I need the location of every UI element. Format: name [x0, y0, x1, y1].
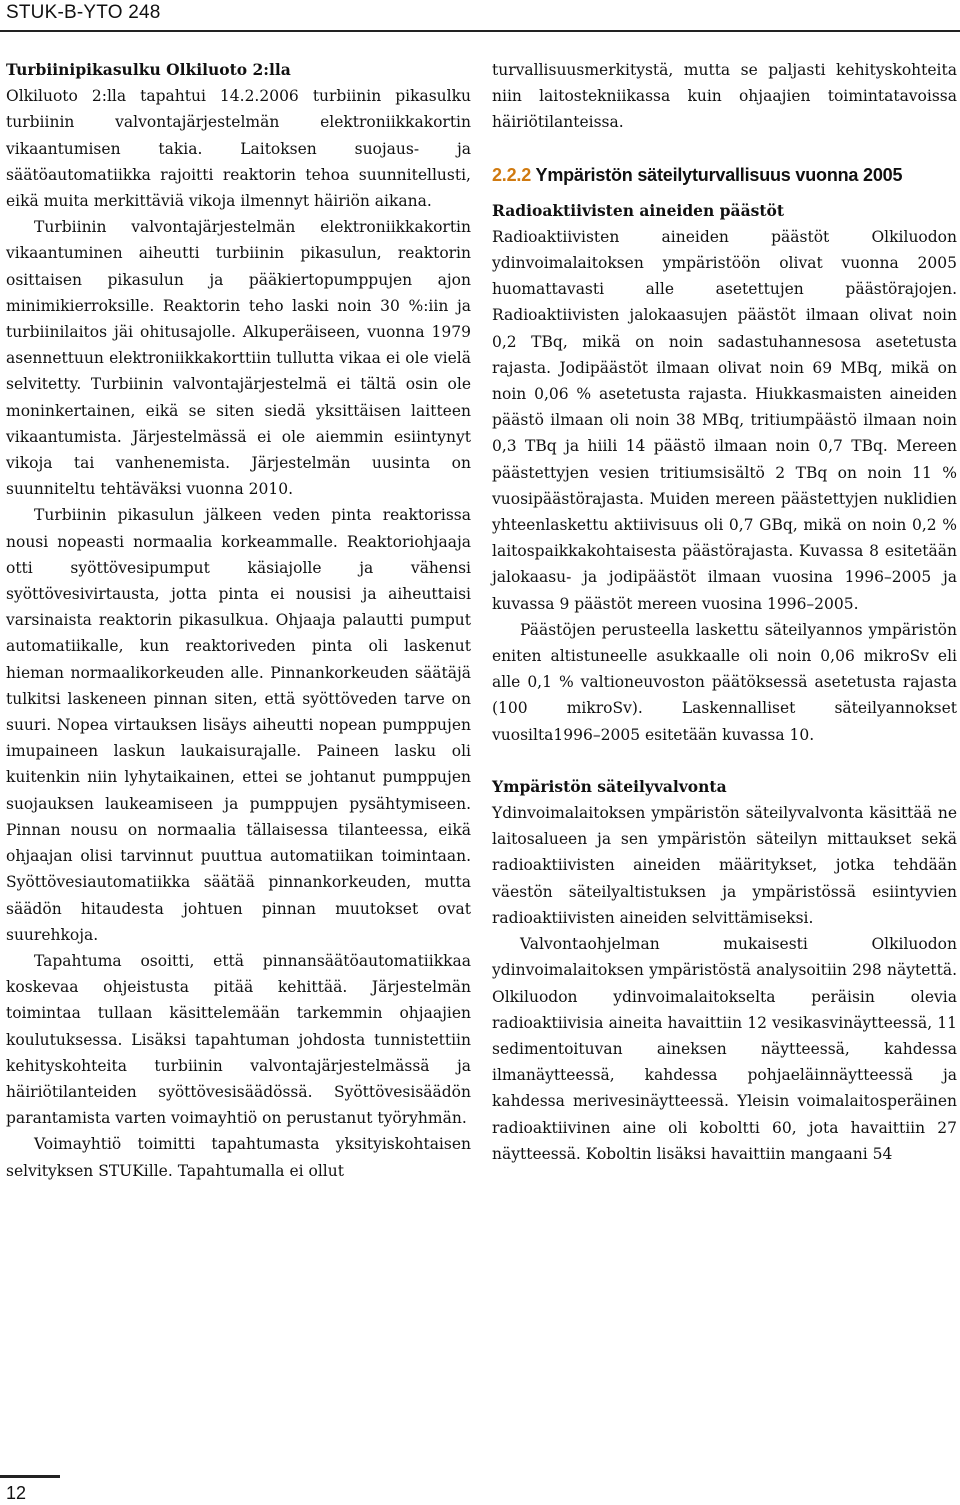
paragraph: Olkiluoto 2:lla tapahtui 14.2.2006 turbiinin pikasulku turbiinin valvontajärjestelmän elektroniikkakortin vikaantumisen takia. Laitoksen suojaus- ja säätöautomatiikka rajoitti reaktorin tehoa suunnitellusti, eikä muita merkittäviä vikoja ilmennyt häiriön aikana.	[6, 87, 471, 211]
header-rule	[0, 30, 960, 32]
paragraph: turvallisuusmerkitystä, mutta se paljasti kehityskohteita niin laitostekniikassa kuin ohjaajien toimintatavoissa häiriötilanteissa.	[492, 61, 957, 132]
subheading-monitoring: Ympäristön säteilyvalvonta	[492, 776, 727, 796]
footer-rule	[0, 1475, 60, 1478]
paragraph: Ydinvoimalaitoksen ympäristön säteilyvalvonta käsittää ne laitosalueen ja sen ympäristön säteilyn mittaukset sekä radioaktiivisten aineiden määritykset, jotka tehdään väestön säteilyaltistuksen ja ympäristössä esiintyvien radioaktiivisten aineiden selvittämiseksi.	[492, 804, 957, 927]
paragraph: Turbiinin valvontajärjestelmän elektroniikkakortin vikaantuminen aiheutti turbiinin pikasulun, reaktorin osittaisen pikasulun ja pääkiertopumppujen ajon minimikierroksille. Reaktorin teho laski noin 30 %:iin ja turbiinilaitos jäi ohitusajolle. Alkuperäiseen, vuonna 1979 asennettuun elektroniikkakorttiin tullutta vikaa ei ole vielä selvitetty. Turbiinin valvontajärjestelmä ei tältä osin ole moninkertainen, eikä se siten siedä yksittäisen laitteen vikaantumista. Järjestelmässä ei ole aiemmin esiintynyt vikoja tai vanhenemista. Järjestelmän uusinta on suunniteltu tehtäväksi vuonna 2010.	[6, 218, 471, 499]
section-number: 2.2.2	[492, 164, 532, 185]
right-column	[492, 57, 957, 1167]
paragraph: Voimayhtiö toimitti tapahtumasta yksityiskohtaisen selvityksen STUKille. Tapahtumalla ei ollut	[6, 1135, 471, 1180]
left-column	[6, 57, 471, 1184]
section-title-text: Ympäristön säteilyturvallisuus vuonna 2005	[535, 164, 903, 185]
subheading-releases: Radioaktiivisten aineiden päästöt	[492, 200, 784, 220]
paragraph: Tapahtuma osoitti, että pinnansäätöautomatiikkaa koskevaa ohjeistusta pitää kehittää. Järjestelmän toimintaa tullaan käsittelemään tarkemmin ohjaajien koulutuksessa. Lisäksi tapahtuman johdosta tunnistettiin kehityskohteita turbiinin valvontajärjestelmässä ja häiriötilanteiden syöttövesisäädössä. Syöttövesisäädön parantamista varten voimayhtiö on perustanut työryhmän.	[6, 951, 471, 1128]
paragraph: Valvontaohjelman mukaisesti Olkiluodon ydinvoimalaitoksen ympäristöstä analysoitiin 298 näytettä. Olkiluodon ydinvoimalaitokselta peräisin olevia radioaktiivisia aineita havaittiin 12 vesikasvinäytteessä, 11 sedimentoituvan aineksen näytteessä, kahdessa ilmanäytteessä, kahdessa pohjaeläinnäytteessä ja kahdessa merivesinäytteessä. Yleisin voimalaitosperäinen radioaktiivinen aine oli koboltti 60, jota havaittiin 27 näytteessä. Koboltin lisäksi havaittiin mangaani 54	[492, 935, 957, 1163]
page-number: 12	[6, 1483, 27, 1503]
paragraph: Päästöjen perusteella laskettu säteilyannos ympäristön eniten altistuneelle asukkaalle oli noin 0,06 mikroSv eli alle 0,1 % valtioneuvoston päätöksessä asetetusta rajasta (100 mikroSv). Laskennalliset säteilyannokset vuosilta1996–2005 esitetään kuvassa 10.	[492, 620, 957, 744]
paragraph: Radioaktiivisten aineiden päästöt Olkiluodon ydinvoimalaitoksen ympäristöön olivat vuonna 2005 huomattavasti alle asetettujen päästörajojen. Radioaktiivisten jalokaasujen päästöt ilmaan olivat noin 0,2 TBq, mikä on noin sadastuhannesosa asetetusta rajasta. Jodipäästöt ilmaan olivat noin 69 MBq, mikä on noin 0,06 % asetetusta rajasta. Hiukkasmaisten aineiden päästö ilmaan oli noin 38 MBq, tritiumpäästö ilmaan noin 0,3 TBq ja hiili 14 päästö ilmaan noin 0,7 TBq. Mereen päästettyjen vesien tritiumsisältö 2 TBq on noin 11 % vuosipäästörajasta. Muiden mereen päästettyjen nuklidien yhteenlaskettu aktiivisuus oli 0,7 GBq, mikä on noin 0,2 % laitospaikkakohtaisesta päästörajasta. Kuvassa 8 esitetään jalokaasu- ja jodipäästöt ilmaan vuosina 1996–2005 ja kuvassa 9 päästöt mereen vuosina 1996–2005.	[492, 227, 957, 613]
running-header: STUK-B-YTO 248	[6, 2, 161, 23]
section-heading-turbine-trip: Turbiinipikasulku Olkiluoto 2:lla	[6, 60, 291, 79]
paragraph: Turbiinin pikasulun jälkeen veden pinta reaktorissa nousi nopeasti normaalia korkeammalle. Reaktoriohjaaja otti syöttövesipumput käsiajolle ja vähensi syöttövesivirtausta, jotta pinta ei nousisi ja aiheuttaisi varsinaista reaktorin pikasulkua. Ohjaaja palautti pumput automatiikalle, kun reaktoriveden pinta oli laskenut hieman normaalikorkeuden alle. Pinnankorkeuden säätäjä tulkitsi laskeneen pinnan siten, että syöttöveden tarve on suuri. Nopea virtauksen lisäys aiheutti nopean pumppujen imupaineen laskun laukaisurajalle. Paineen lasku oli kuitenkin niin lyhytaikainen, ettei se johtanut pumppujen suojauksen laukeamiseen ja pumppujen pysähtymiseen. Pinnan nousu on normaalia tällaisessa tilanteessa, eikä ohjaajan olisi tarvinnut puuttua automatiikan toimintaan. Syöttövesiautomatiikka säätää pinnankorkeuden, mutta säädön hitaudesta johtuen pinnan muutokset ovat suurehkoja.	[6, 506, 471, 944]
section-title	[492, 162, 957, 188]
